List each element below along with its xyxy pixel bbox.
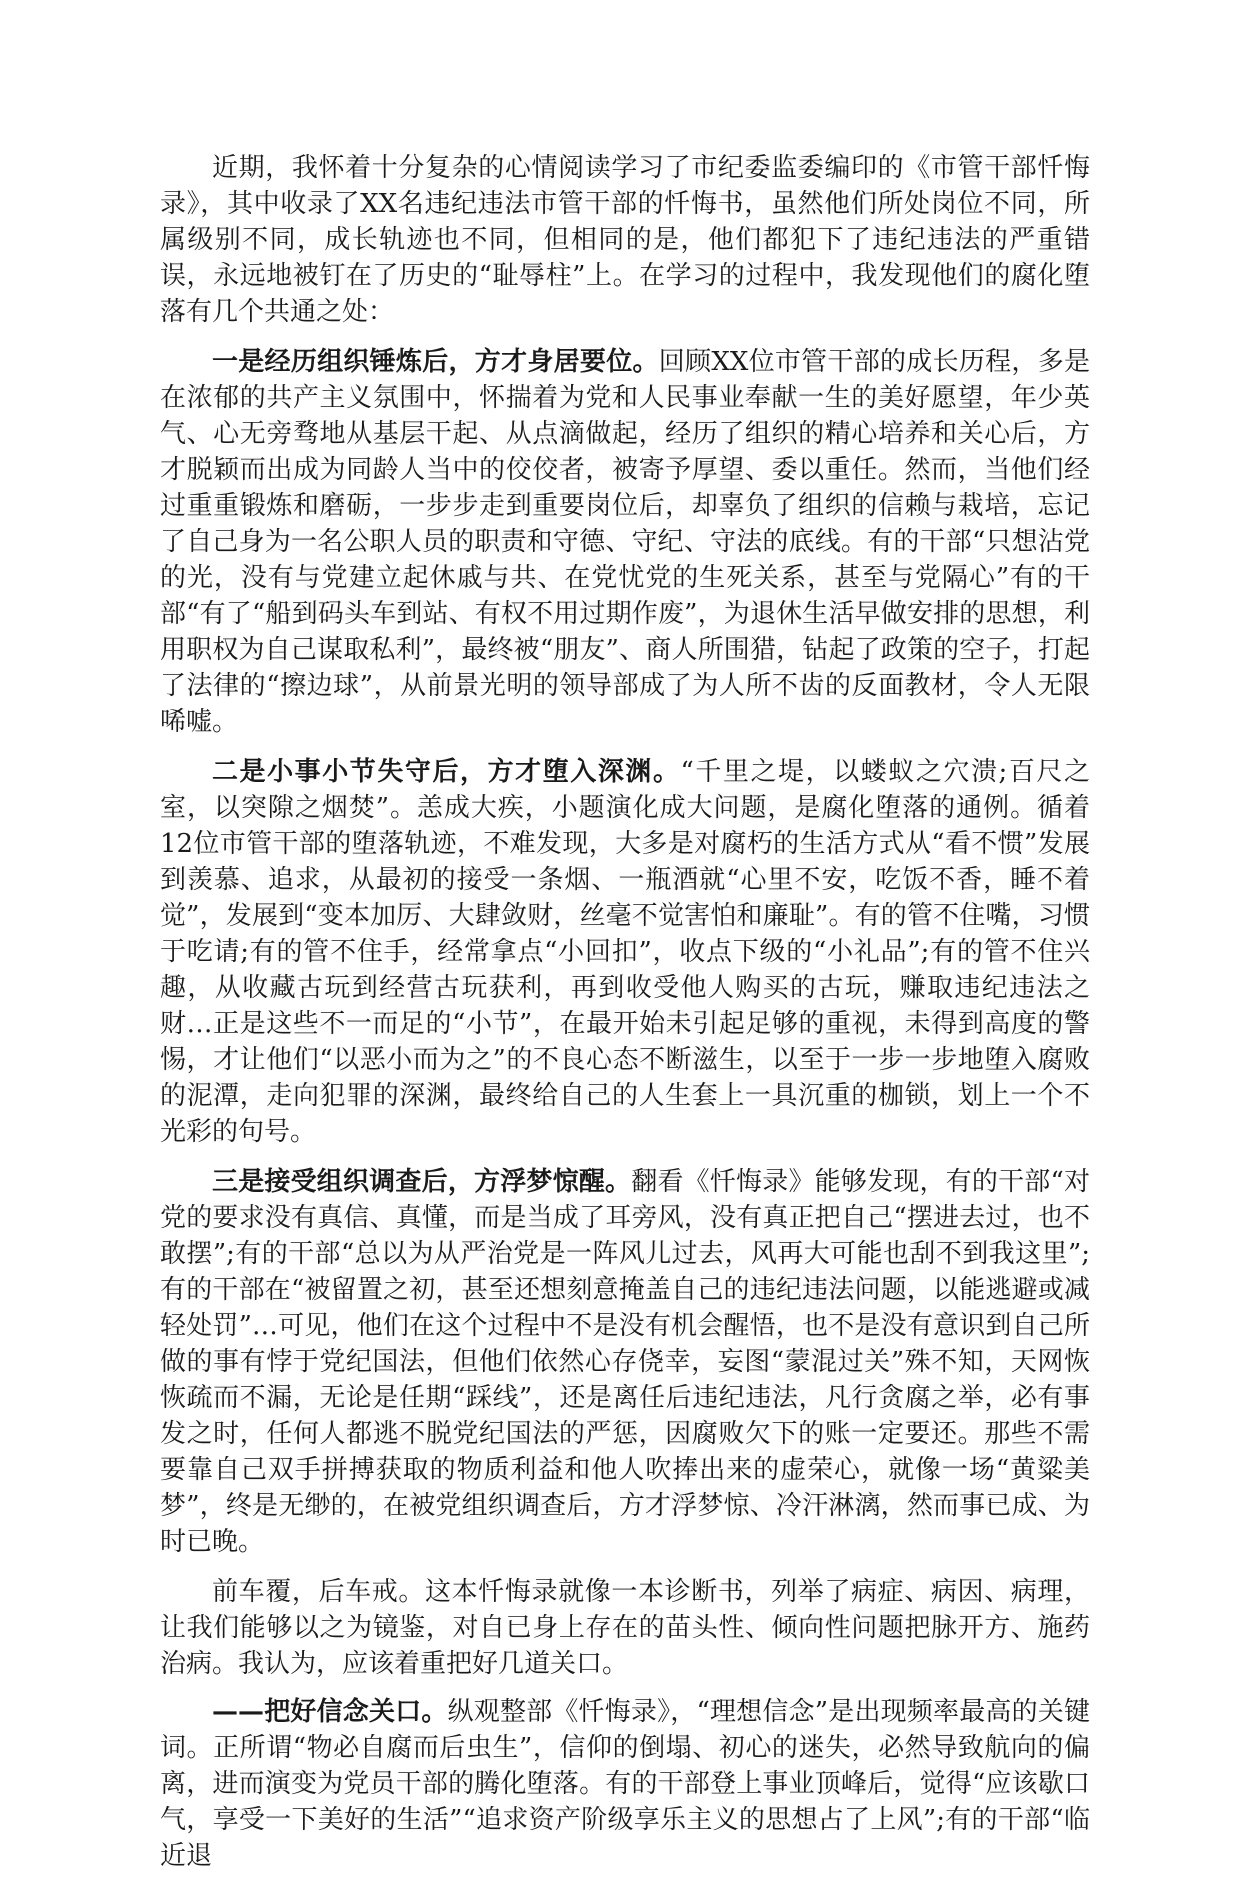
paragraph-heading: 三是接受组织调查后，方浮梦惊醒。 [212, 1167, 632, 1197]
paragraph-intro [160, 150, 1090, 330]
paragraph-text: 翻看《忏悔录》能够发现，有的干部“对党的要求没有真信、真懂，而是当成了耳旁风，没有真正把自己“摆进去过，也不敢摆”;有的干部“总以为从严治党是一阵风儿过去，风再大可能也刮不到我这里”;有的干部在“被留置之初，甚至还想刻意掩盖自己的违纪违法问题，以能逃避或减轻处罚”…可见，他们在这个过程中不是没有机会醒悟，也不是没有意识到自己所做的事有悖于党纪国法，但他们依然心存侥幸，妄图“蒙混过关”殊不知，天网恢恢疏而不漏，无论是任期“踩线”，还是离任后违纪违法，凡行贪腐之举，必有事发之时，任何人都逃不脱党纪国法的严惩，因腐败欠下的账一定要还。那些不需要靠自己双手拼搏获取的物质利益和他人吹捧出来的虚荣心，就像一场“黄粱美梦”，终是无缈的，在被党组织调查后，方才浮梦惊、冷汗淋漓，然而事已成、为时已晚。 [160, 1167, 1090, 1557]
paragraph-transition [160, 1574, 1090, 1682]
paragraph-point-3 [160, 1164, 1090, 1560]
document-page [160, 150, 1090, 1888]
paragraph-text: 纵观整部《忏悔录》，“理想信念”是出现频率最高的关键词。正所谓“物必自腐而后虫生”，信仰的倒塌、初心的迷失，必然导致航向的偏离，进而演变为党员干部的腾化堕落。有的干部登上事业顶峰后，觉得“应该歇口气，享受一下美好的生活”“追求资产阶级享乐主义的思想占了上风”;有的干部“临近退 [160, 1697, 1090, 1871]
paragraph-point-2 [160, 754, 1090, 1150]
paragraph-text: 回顾XX位市管干部的成长历程，多是在浓郁的共产主义氛围中，怀揣着为党和人民事业奉献一生的美好愿望，年少英气、心无旁骛地从基层干起、从点滴做起，经历了组织的精心培养和关心后，方才脱颖而出成为同龄人当中的佼佼者，被寄予厚望、委以重任。然而，当他们经过重重锻炼和磨砺，一步步走到重要岗位后，却辜负了组织的信赖与栽培，忘记了自己身为一名公职人员的职责和守德、守纪、守法的底线。有的干部“只想沾党的光，没有与党建立起休戚与共、在党忧党的生死关系，甚至与党隔心”有的干部“有了“船到码头车到站、有权不用过期作废”，为退休生活早做安排的思想，利用职权为自己谋取私利”，最终被“朋友”、商人所围猎，钻起了政策的空子，打起了法律的“擦边球”，从前景光明的领导部成了为人所不齿的反面教材，令人无限唏嘘。 [160, 347, 1090, 737]
paragraph-text: 近期，我怀着十分复杂的心情阅读学习了市纪委监委编印的《市管干部忏悔录》，其中收录了XX名违纪违法市管干部的忏悔书，虽然他们所处岗位不同，所属级别不同，成长轨迹也不同，但相同的是，他们都犯下了违纪违法的严重错误，永远地被钉在了历史的“耻辱柱”上。在学习的过程中，我发现他们的腐化堕落有几个共通之处： [160, 153, 1090, 327]
paragraph-point-1 [160, 344, 1090, 740]
paragraph-text: 前车覆，后车戒。这本忏悔录就像一本诊断书，列举了病症、病因、病理，让我们能够以之为镜鉴，对自已身上存在的苗头性、倾向性问题把脉开方、施药治病。我认为，应该着重把好几道关口。 [160, 1577, 1090, 1679]
paragraph-heading: 一是经历组织锤炼后，方才身居要位。 [212, 347, 659, 377]
paragraph-heading: ——把好信念关口。 [212, 1697, 448, 1727]
paragraph-heading: 二是小事小节失守后，方才堕入深渊。 [212, 757, 681, 787]
paragraph-text: “千里之堤，以蝼蚁之穴溃;百尺之室，以突隙之烟焚”。恙成大疾，小题演化成大问题，是腐化堕落的通例。循着12位市管干部的堕落轨迹，不难发现，大多是对腐朽的生活方式从“看不惯”发展到羡慕、追求，从最初的接受一条烟、一瓶酒就“心里不安，吃饭不香，睡不着觉”，发展到“变本加厉、大肆敛财，丝毫不觉害怕和廉耻”。有的管不住嘴，习惯于吃请;有的管不住手，经常拿点“小回扣”，收点下级的“小礼品”;有的管不住兴趣，从收藏古玩到经营古玩获利，再到收受他人购买的古玩，赚取违纪违法之财…正是这些不一而足的“小节”，在最开始未引起足够的重视，未得到高度的警惕，才让他们“以恶小而为之”的不良心态不断滋生，以至于一步一步地堕入腐败的泥潭，走向犯罪的深渊，最终给自己的人生套上一具沉重的枷锁，划上一个不光彩的句号。 [160, 757, 1090, 1147]
paragraph-belief-gate [160, 1694, 1090, 1874]
